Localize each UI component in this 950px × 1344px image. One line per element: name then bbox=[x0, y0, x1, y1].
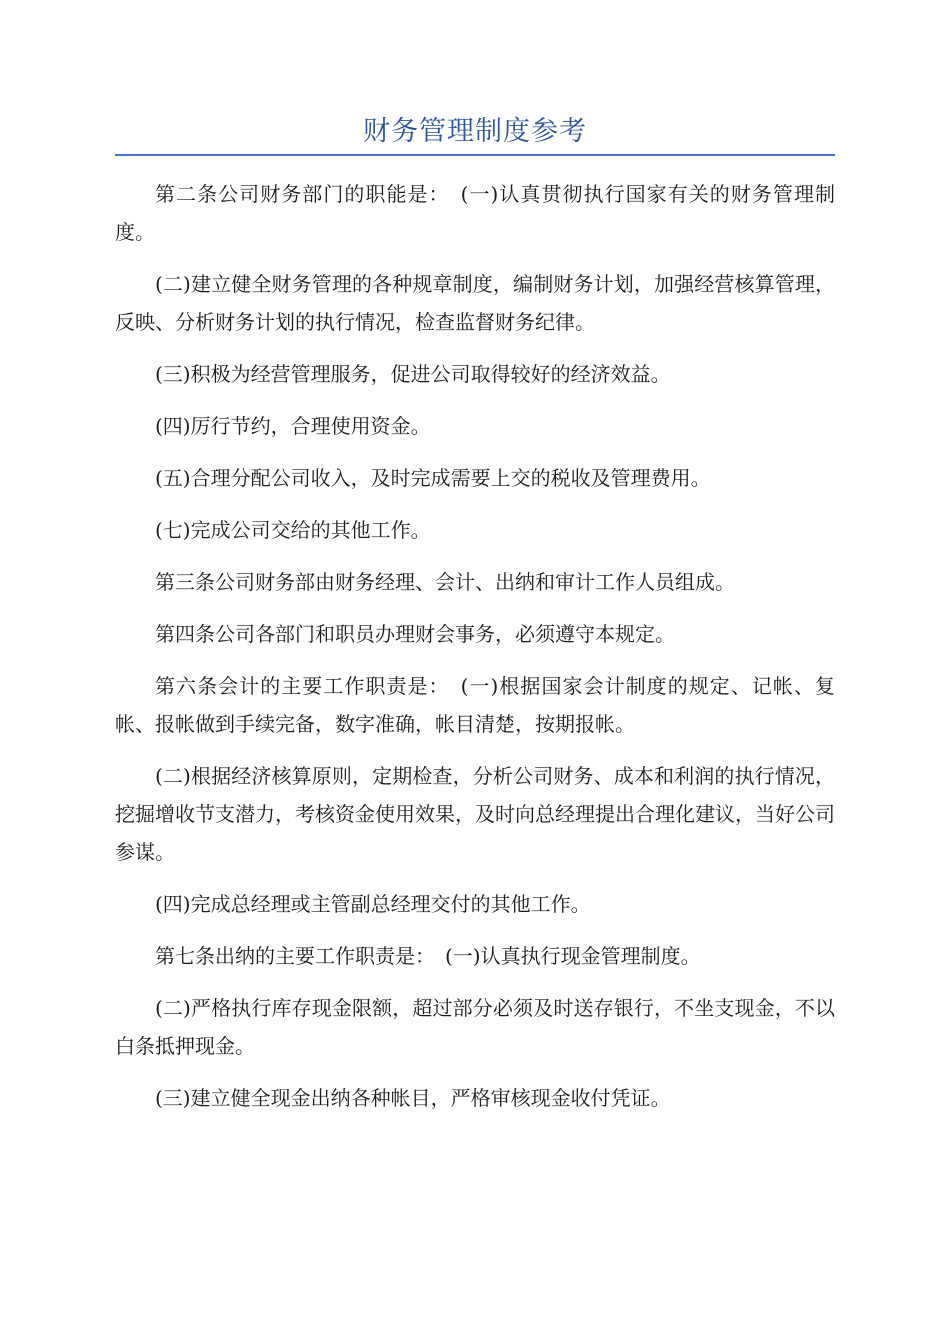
title-underline bbox=[115, 154, 835, 156]
paragraph: 第四条公司各部门和职员办理财会事务，必须遵守本规定。 bbox=[155, 622, 675, 646]
document-title: 财务管理制度参考 bbox=[363, 116, 587, 147]
paragraph: (二)严格执行库存现金限额，超过部分必须及时送存银行，不坐支现金，不以白条抵押现金。 bbox=[115, 996, 835, 1058]
paragraph: (七)完成公司交给的其他工作。 bbox=[155, 518, 431, 542]
paragraph: (四)厉行节约，合理使用资金。 bbox=[155, 414, 431, 438]
paragraph: (二)根据经济核算原则，定期检查，分析公司财务、成本和利润的执行情况，挖掘增收节支潜力，考核资金使用效果，及时向总经理提出合理化建议，当好公司参谋。 bbox=[115, 764, 835, 864]
paragraph: (五)合理分配公司收入，及时完成需要上交的税收及管理费用。 bbox=[155, 466, 711, 490]
paragraph: (四)完成总经理或主管副总经理交付的其他工作。 bbox=[155, 892, 591, 916]
document-body bbox=[115, 175, 835, 1131]
paragraph: 第二条公司财务部门的职能是： (一)认真贯彻执行国家有关的财务管理制度。 bbox=[115, 182, 835, 244]
paragraph: 第三条公司财务部由财务经理、会计、出纳和审计工作人员组成。 bbox=[155, 570, 735, 594]
paragraph: (三)建立健全现金出纳各种帐目，严格审核现金收付凭证。 bbox=[155, 1086, 671, 1110]
paragraph: 第七条出纳的主要工作职责是： (一)认真执行现金管理制度。 bbox=[155, 944, 701, 968]
paragraph: 第六条会计的主要工作职责是： (一)根据国家会计制度的规定、记帐、复帐、报帐做到手续完备，数字准确，帐目清楚，按期报帐。 bbox=[115, 674, 835, 736]
paragraph: (三)积极为经营管理服务，促进公司取得较好的经济效益。 bbox=[155, 362, 671, 386]
paragraph: (二)建立健全财务管理的各种规章制度，编制财务计划，加强经营核算管理，反映、分析财务计划的执行情况，检查监督财务纪律。 bbox=[115, 272, 835, 334]
